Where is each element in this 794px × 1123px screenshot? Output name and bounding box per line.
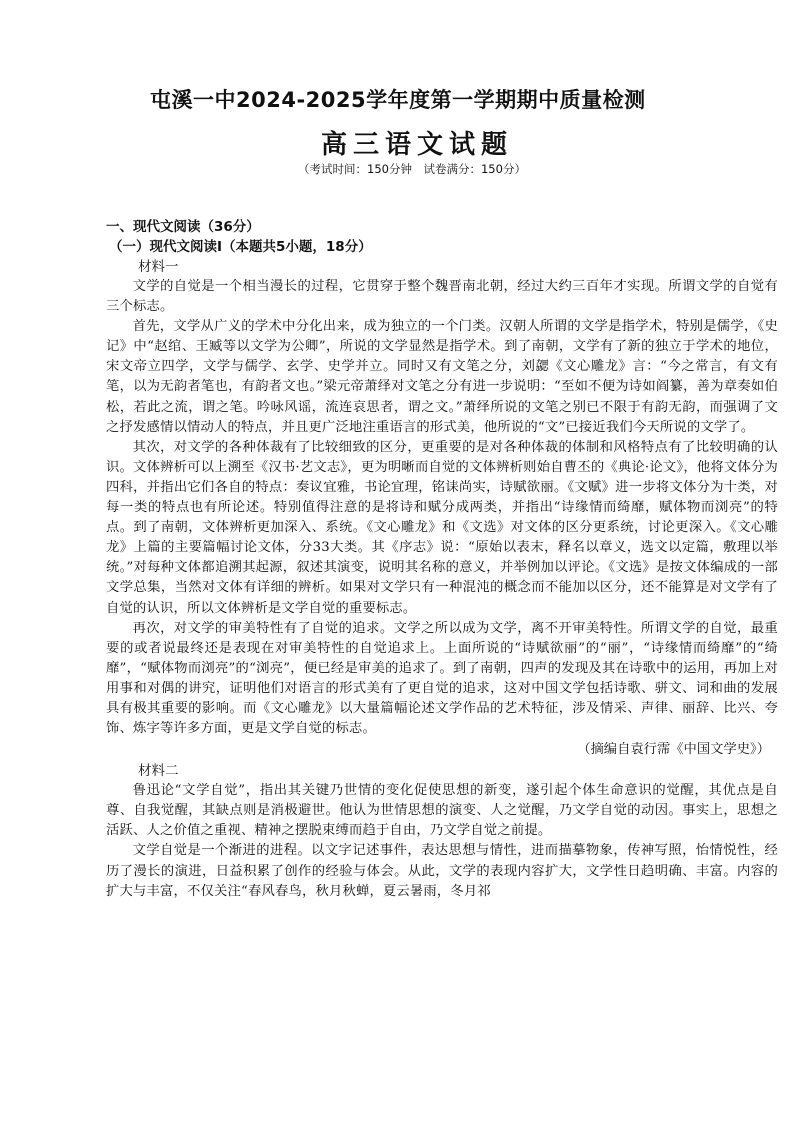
- content-area: [106, 217, 778, 902]
- exam-title: 屯溪一中2024-2025学年度第一学期期中质量检测: [150, 88, 646, 112]
- paragraph: 再次，对文学的审美特性有了自觉的追求。文学之所以成为文学，离不开审美特性。所谓文学的自觉，最重要的或者说最终还是表现在对审美特性的自觉追求上。上面所说的“诗赋欲丽”的“丽”，“诗缘情而绮靡”的“绮靡”，“赋体物而浏亮”的“浏亮”，便已经是审美的追求了。到了南朝，四声的发现及其在诗歌中的运用，再加上对用事和对偶的讲究，证明他们对语言的形式美有了更自觉的追求，这对中国文学包括诗歌、骈文、词和曲的发展具有极其重要的影响。而《文心雕龙》以大量篇幅论述文学作品的艺术特征，涉及情采、声律、丽辞、比兴、夸饰、炼字等许多方面，更是文学自觉的标志。: [106, 620, 778, 737]
- section-subheading: （一）现代文阅读Ⅰ（本题共5小题，18分）: [109, 239, 372, 255]
- material-one-label: 材料一: [138, 259, 179, 275]
- source-citation: （摘编自袁行霈《中国文学史》）: [577, 742, 770, 758]
- paragraph: 鲁迅论“文学自觉”，指出其关键乃世情的变化促使思想的新变，遂引起个体生命意识的觉醒，其优点是自尊、自我觉醒，其缺点则是消极避世。他认为世情思想的演变、人之觉醒，乃文学自觉的动因。事实上，思想之活跃、人之价值之重视、精神之摆脱束缚而趋于自由，乃文学自觉之前提。: [106, 783, 778, 839]
- exam-subtitle: 高三语文试题: [320, 130, 513, 160]
- paragraph: 文学的自觉是一个相当漫长的过程，它贯穿于整个魏晋南北朝，经过大约三百年才实现。所谓文学的自觉有三个标志。: [106, 279, 778, 315]
- material-two-label: 材料二: [138, 763, 179, 780]
- paragraph: 首先，文学从广义的学术中分化出来，成为独立的一个门类。汉朝人所谓的文学是指学术，特别是儒学，《史记》中“赵绾、王臧等以文学为公卿”，所说的文学显然是指学术。到了南朝，文学有了新的独立于学术的地位，宋文帝立四学，文学与儒学、玄学、史学并立。同时又有文笔之分，刘勰《文心雕龙》言：“今之常言，有文有笔，以为无韵者笔也，有韵者文也。”梁元帝萧绎对文笔之分有进一步说明：“至如不便为诗如阎纂，善为章奏如伯松，若此之流，谓之笔。吟咏风谣，流连哀思者，谓之文。”萧绎所说的文笔之别已不限于有韵无韵，而强调了文之抒发感情以情动人的特点，并且更广泛地注重语言的形式美，他所说的“文”已接近我们今天所说的文学了。: [106, 319, 778, 435]
- exam-info: （考试时间：150分钟 试卷满分：150分）: [298, 162, 526, 176]
- paragraph: 文学自觉是一个渐进的进程。以文字记述事件，表达思想与情性，进而描摹物象，传神写照，怡情悦性，经历了漫长的演进，日益积累了创作的经验与体会。从此，文学的表现内容扩大，文学性日趋明确、丰富。内容的扩大与丰富，不仅关注“春风春鸟，秋月秋蝉，夏云暑雨，冬月祁: [106, 843, 778, 899]
- paragraph: 其次，对文学的各种体裁有了比较细致的区分，更重要的是对各种体裁的体制和风格特点有了比较明确的认识。文体辨析可以上溯至《汉书·艺文志》，更为明晰而自觉的文体辨析则始自曹丕的《典论·论文》，他将文体分为四科，并指出它们各自的特点：奏议宜雅，书论宜理，铭诔尚实，诗赋欲丽。《文赋》进一步将文体分为十类，对每一类的特点也有所论述。特别值得注意的是将诗和赋分成两类，并指出“诗缘情而绮靡，赋体物而浏亮”的特点。到了南朝，文体辨析更加深入、系统。《文心雕龙》和《文选》对文体的区分更系统，讨论更深入。《文心雕龙》上篇的主要篇幅讨论文体，分33大类。其《序志》说：“原始以表末，释名以章义，选文以定篇，敷理以举统。”对每种文体都追溯其起源，叙述其演变，说明其名称的意义，并举例加以评论。《文选》是按文体编成的一部文学总集，当然对文体有详细的辨析。如果对文学只有一种混沌的概念而不能加以区分，还不能算是对文学有了自觉的认识，所以文体辨析是文学自觉的重要标志。: [106, 439, 778, 616]
- section-heading: 一、现代文阅读（36分）: [106, 219, 260, 235]
